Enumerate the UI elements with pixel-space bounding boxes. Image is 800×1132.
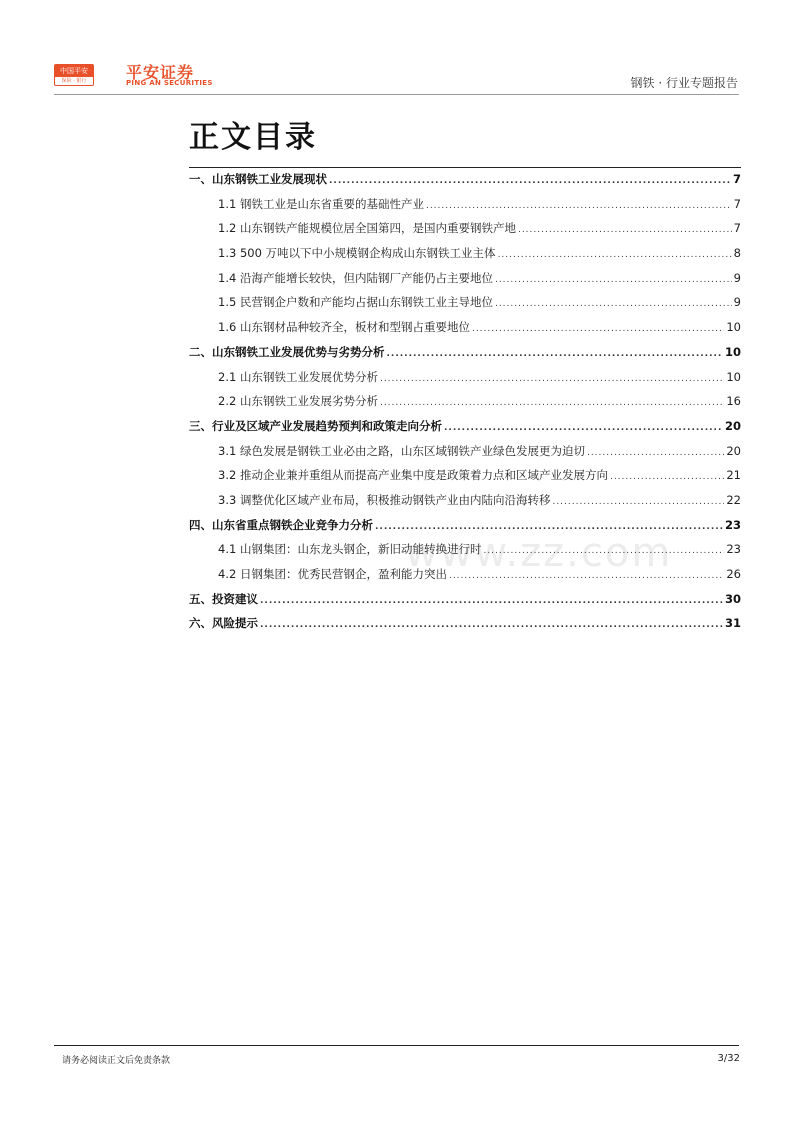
dot-leader [610, 465, 724, 490]
toc-entry-label: 三、行业及区域产业发展趋势预判和政策走向分析 [189, 418, 442, 433]
toc-entry-page: 10 [726, 369, 741, 384]
toc-entry-label: 4.2 日钢集团：优秀民营钢企，盈利能力突出 [218, 567, 447, 581]
dot-leader [260, 589, 723, 614]
toc-entry-page: 9 [733, 270, 741, 285]
dot-leader [387, 342, 723, 367]
logo-box-bottom-text: 保险 · 银行 [61, 78, 87, 84]
toc-entry-3-3[interactable] [189, 488, 741, 513]
watermark: www.zz.com [405, 530, 673, 576]
toc-entry-page: 7 [733, 196, 741, 211]
toc-entry-label: 四、山东省重点钢铁企业竞争力分析 [189, 517, 373, 532]
toc-entry-page: 23 [724, 517, 741, 532]
toc-entry-section-2[interactable] [189, 340, 741, 365]
toc-entry-1-1[interactable] [189, 192, 741, 217]
toc-entry-label: 4.1 山钢集团：山东龙头钢企，新旧动能转换进行时 [218, 542, 482, 557]
toc-entry-1-4[interactable] [189, 266, 741, 291]
toc-entry-page: 20 [724, 418, 741, 433]
brand-name-en: PING AN SECURITIES [126, 79, 213, 87]
toc-entry-page: 7 [732, 172, 741, 186]
toc-entry-page: 23 [726, 542, 741, 557]
toc-entry-section-3[interactable] [189, 414, 741, 439]
toc-entry-section-1[interactable] [189, 167, 741, 192]
toc-entry-page: 7 [733, 221, 741, 236]
toc-entry-label: 3.3 调整优化区域产业布局，积极推动钢铁产业由内陆向沿海转移 [218, 492, 551, 507]
toc-entry-label: 2.1 山东钢铁工业发展优势分析 [218, 369, 378, 384]
toc-entry-1-3[interactable] [189, 241, 741, 266]
brand-name-cn: 平安证券 [126, 63, 195, 82]
page-number: 3/32 [717, 1053, 740, 1064]
toc-entry-1-6[interactable] [189, 315, 741, 340]
ping-an-group-logo [54, 64, 94, 86]
page-header [0, 0, 800, 100]
toc-entry-page: 9 [733, 295, 741, 310]
toc-entry-2-1[interactable] [189, 365, 741, 390]
dot-leader [587, 441, 724, 466]
toc-entry-label: 五、投资建议 [189, 591, 258, 606]
toc-entry-label: 1.4 沿海产能增长较快，但内陆钢厂产能仍占主要地位 [218, 270, 493, 285]
dot-leader [495, 292, 732, 317]
dot-leader [449, 564, 724, 589]
disclaimer-text: 请务必阅读正文后免责条款 [62, 1056, 171, 1066]
toc-entry-page: 22 [726, 492, 741, 507]
toc-entry-page: 10 [724, 344, 741, 359]
toc-entry-label: 六、风险提示 [189, 616, 258, 631]
toc-entry-page: 16 [726, 394, 741, 409]
dot-leader [380, 391, 724, 416]
toc-entry-page: 26 [726, 567, 741, 581]
dot-leader [552, 490, 724, 515]
toc-entry-page: 30 [724, 591, 741, 606]
dot-leader [380, 367, 724, 392]
toc-entry-label: 1.2 山东钢铁产能规模位居全国第四，是国内重要钢铁产地 [218, 221, 516, 236]
toc-entry-page: 20 [726, 443, 741, 458]
toc-entry-3-2[interactable] [189, 463, 741, 488]
table-of-contents [189, 167, 741, 636]
dot-leader [375, 515, 723, 540]
toc-entry-label: 一、山东钢铁工业发展现状 [189, 172, 327, 186]
toc-entry-page: 8 [733, 246, 741, 261]
toc-entry-label: 1.1 钢铁工业是山东省重要的基础性产业 [218, 196, 424, 211]
dot-leader [260, 613, 723, 638]
toc-entry-section-5[interactable] [189, 587, 741, 612]
dot-leader [483, 539, 724, 564]
toc-entry-1-2[interactable] [189, 216, 741, 241]
toc-entry-section-4[interactable] [189, 513, 741, 538]
toc-entry-4-1[interactable] [189, 537, 741, 562]
toc-entry-label: 1.3 500 万吨以下中小规模钢企构成山东钢铁工业主体 [218, 246, 496, 261]
toc-entry-4-2[interactable] [189, 562, 741, 587]
toc-entry-page: 21 [726, 468, 741, 483]
header-divider [54, 94, 739, 95]
toc-entry-3-1[interactable] [189, 439, 741, 464]
logo-box-top-text: 中国平安 [55, 65, 93, 77]
toc-entry-section-6[interactable] [189, 611, 741, 636]
toc-entry-label: 3.1 绿色发展是钢铁工业必由之路，山东区域钢铁产业绿色发展更为迫切 [218, 443, 585, 458]
toc-entry-2-2[interactable] [189, 389, 741, 414]
page-title: 正文目录 [189, 120, 317, 155]
dot-leader [472, 317, 724, 342]
toc-entry-label: 1.6 山东钢材品种较齐全，板材和型钢占重要地位 [218, 320, 470, 335]
toc-entry-page: 31 [724, 616, 741, 631]
dot-leader [444, 416, 723, 441]
dot-leader [329, 169, 731, 194]
dot-leader [426, 194, 732, 219]
dot-leader [495, 268, 732, 293]
toc-entry-1-5[interactable] [189, 290, 741, 315]
toc-entry-label: 1.5 民营钢企户数和产能均占据山东钢铁工业主导地位 [218, 295, 493, 310]
toc-entry-page: 10 [726, 320, 741, 335]
footer-divider [54, 1045, 739, 1046]
dot-leader [518, 218, 732, 243]
report-type-label: 钢铁 · 行业专题报告 [630, 76, 738, 90]
toc-entry-label: 2.2 山东钢铁工业发展劣势分析 [218, 394, 378, 409]
dot-leader [498, 243, 732, 268]
toc-entry-label: 二、山东钢铁工业发展优势与劣势分析 [189, 344, 385, 359]
toc-entry-label: 3.2 推动企业兼并重组从而提高产业集中度是政策着力点和区域产业发展方向 [218, 468, 608, 483]
